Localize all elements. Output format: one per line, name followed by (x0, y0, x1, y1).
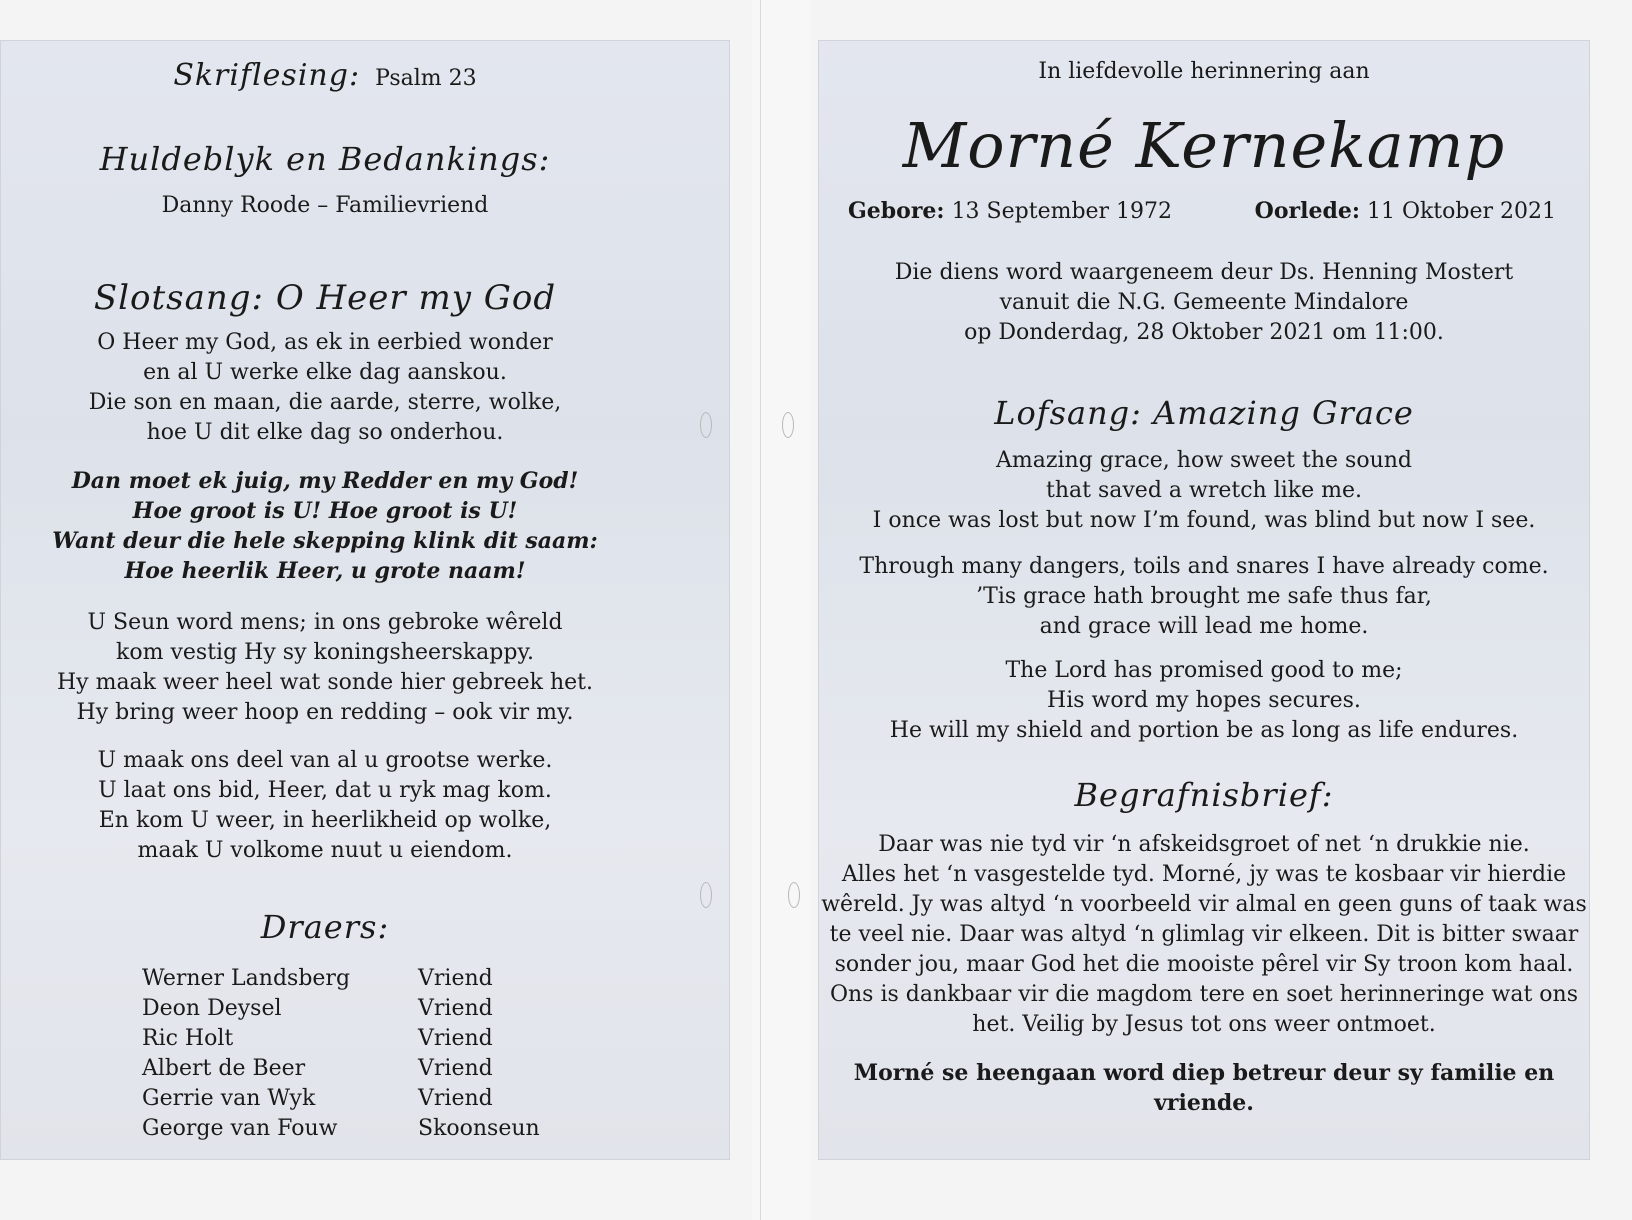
bearer-name: Ric Holt (142, 1026, 234, 1051)
service-line: Die diens word waargeneem deur Ds. Henning Mostert (894, 260, 1514, 285)
verse-line: His word my hopes secures. (1047, 688, 1361, 713)
closing-hymn-verse-3 (0, 746, 650, 866)
deceased-name: Morné Kernekamp (902, 109, 1506, 182)
verse-line: U laat ons bid, Heer, dat u ryk mag kom. (98, 778, 552, 803)
letter-heading: Begrafnisbrief: (1074, 776, 1334, 814)
verse-line: Through many dangers, toils and snares I have already come. (859, 554, 1549, 579)
punch-hole (788, 882, 800, 908)
letter-line: te veel nie. Daar was altyd ‘n glimlag vir elkeen. Dit is bitter swaar (829, 922, 1579, 947)
verse-line: Hy maak weer heel wat sonde hier gebreek het. (56, 670, 594, 695)
closing-line: Morné se heengaan word diep betreur deur sy familie en (853, 1060, 1555, 1086)
letter-line: wêreld. Jy was altyd ‘n voorbeeld vir almal en geen guns of taak was (821, 892, 1587, 917)
bearers-table (142, 966, 540, 1146)
bearer-row (142, 1116, 540, 1146)
hymn-verse-1 (818, 446, 1590, 536)
verse-line: kom vestig Hy sy koningsheerskappy. (116, 640, 534, 665)
verse-line: Hy bring weer hoop en redding – ook vir my. (76, 700, 574, 725)
hymn-heading: Lofsang: Amazing Grace (994, 394, 1414, 432)
tribute-text: Danny Roode – Familievriend (161, 193, 489, 218)
verse-line: He will my shield and portion be as long as life endures. (889, 718, 1519, 743)
memorial-intro: In liefdevolle herinnering aan (1038, 59, 1370, 84)
bearer-row (142, 996, 540, 1026)
punch-hole (782, 412, 794, 438)
bearer-role: Vriend (418, 1026, 493, 1051)
verse-line: that saved a wretch like me. (1046, 478, 1362, 503)
verse-line: The Lord has promised good to me; (1005, 658, 1403, 683)
bearer-row (142, 1026, 540, 1056)
verse-line: and grace will lead me home. (1039, 614, 1369, 639)
bearer-name: Albert de Beer (142, 1056, 306, 1081)
letter-line: Ons is dankbaar vir die magdom tere en soet herinneringe wat ons (829, 982, 1579, 1007)
bearer-role: Skoonseun (418, 1116, 540, 1141)
verse-line: Amazing grace, how sweet the sound (996, 448, 1412, 473)
hymn-verse-3 (818, 656, 1590, 746)
chorus-line: Want deur die hele skepping klink dit saam: (52, 528, 598, 554)
service-line: op Donderdag, 28 Oktober 2021 om 11:00. (964, 320, 1444, 345)
closing-hymn-chorus (0, 466, 650, 586)
verse-line: Die son en maan, die aarde, sterre, wolke, (88, 390, 562, 415)
tribute-heading: Huldeblyk en Bedankings: (99, 140, 551, 178)
bearer-name: George van Fouw (142, 1116, 338, 1141)
verse-line: hoe U dit elke dag so onderhou. (146, 420, 504, 445)
verse-line: en al U werke elke dag aanskou. (143, 360, 507, 385)
verse-line: U Seun word mens; in ons gebroke wêreld (87, 610, 563, 635)
reading-section (0, 58, 650, 93)
letter-line: het. Veilig by Jesus tot ons weer ontmoet. (972, 1012, 1436, 1037)
reading-heading: Skriflesing: (173, 58, 361, 93)
letter-body (818, 830, 1590, 1040)
service-details (818, 258, 1590, 348)
born-date: 13 September 1972 (951, 199, 1173, 224)
bearer-role: Vriend (418, 966, 493, 991)
verse-line: maak U volkome nuut u eiendom. (137, 838, 513, 863)
fold-line (760, 0, 761, 1220)
bearers-heading: Draers: (260, 908, 390, 946)
closing-line: vriende. (1154, 1090, 1254, 1116)
letter-line: Daar was nie tyd vir ‘n afskeidsgroet of net ‘n drukkie nie. (878, 832, 1530, 857)
bearer-name: Deon Deysel (142, 996, 282, 1021)
bearer-name: Gerrie van Wyk (142, 1086, 316, 1111)
letter-closing (818, 1058, 1590, 1118)
chorus-line: Dan moet ek juig, my Redder en my God! (71, 468, 579, 494)
chorus-line: Hoe groot is U! Hoe groot is U! (132, 498, 518, 524)
born-line (848, 198, 1172, 224)
chorus-line: Hoe heerlik Heer, u grote naam! (124, 558, 526, 584)
born-label: Gebore: (848, 198, 945, 224)
bearer-role: Vriend (418, 1086, 493, 1111)
closing-hymn-heading: Slotsang: O Heer my God (93, 278, 557, 318)
letter-line: Alles het ‘n vasgestelde tyd. Morné, jy was te kosbaar vir hierdie (841, 862, 1567, 887)
punch-hole (700, 412, 712, 438)
letter-line: sonder jou, maar God het die mooiste pêrel vir Sy troon kom haal. (834, 952, 1574, 977)
bearer-role: Vriend (418, 1056, 493, 1081)
verse-line: O Heer my God, as ek in eerbied wonder (97, 330, 553, 355)
reading-text: Psalm 23 (375, 66, 477, 91)
hymn-verse-2 (818, 552, 1590, 642)
bearer-name: Werner Landsberg (142, 966, 351, 991)
service-line: vanuit die N.G. Gemeente Mindalore (999, 290, 1409, 315)
died-label: Oorlede: (1254, 198, 1360, 224)
bearer-role: Vriend (418, 996, 493, 1021)
closing-hymn-verse-1 (0, 328, 650, 448)
punch-hole (700, 882, 712, 908)
verse-line: U maak ons deel van al u grootse werke. (97, 748, 553, 773)
bearer-row (142, 1086, 540, 1116)
verse-line: ’Tis grace hath brought me safe thus far, (976, 584, 1432, 609)
verse-line: En kom U weer, in heerlikheid op wolke, (98, 808, 552, 833)
bearer-row (142, 1056, 540, 1086)
bearer-row (142, 966, 540, 996)
verse-line: I once was lost but now I’m found, was blind but now I see. (872, 508, 1536, 533)
died-line (1255, 198, 1556, 224)
closing-hymn-verse-2 (0, 608, 650, 728)
died-date: 11 Oktober 2021 (1366, 199, 1556, 224)
